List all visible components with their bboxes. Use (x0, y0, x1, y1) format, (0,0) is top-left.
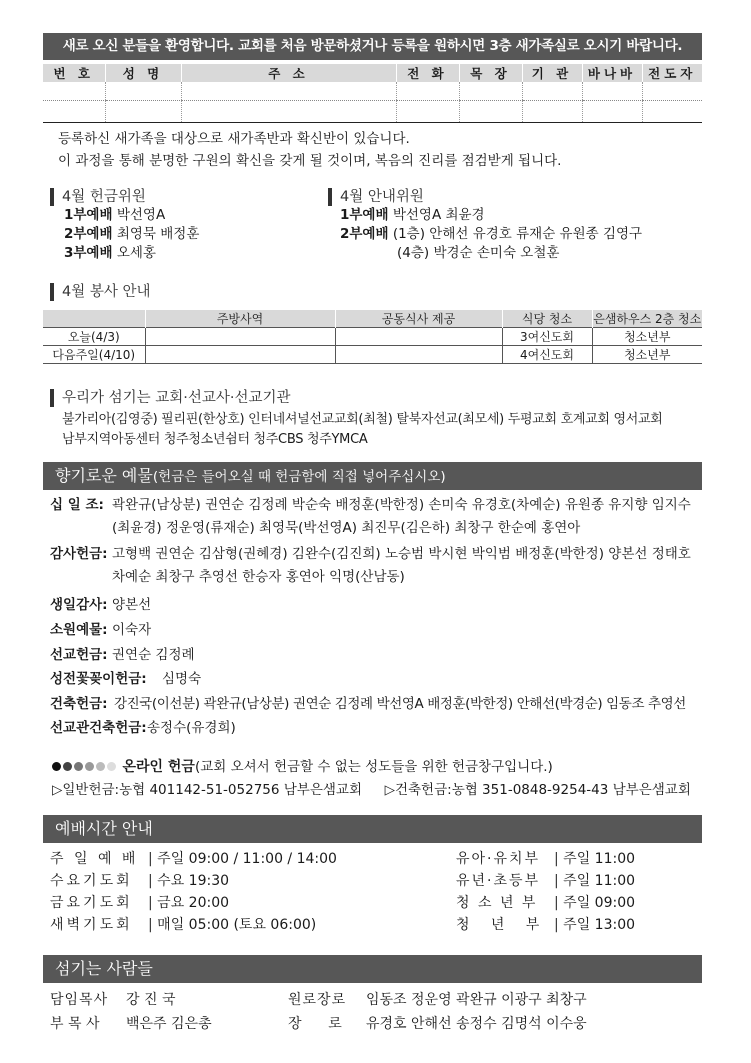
registration-blank-row (43, 100, 702, 122)
worship-name: 주 일 예 배 (50, 851, 139, 867)
building-account: ▷건축헌금:농협 351-0848-9254-43 남부은샘교회 (384, 782, 691, 798)
staff-names: 백은주 김은총 (126, 1016, 212, 1032)
missions-line: 남부지역아동센터 청주청소년쉼터 청주CBS 청주YMCA (62, 432, 368, 447)
offering-names (112, 494, 691, 540)
committee-names: 박선영A 최윤경 (392, 207, 485, 223)
service-label: 1부예배 (340, 207, 389, 223)
service-col-meal: 공동식사 제공 (335, 310, 502, 328)
service-cell: 3여신도회 (502, 328, 592, 346)
registration-table (43, 64, 702, 123)
usher-committee-title: 4월 안내위원 (328, 188, 424, 206)
service-cell (145, 328, 335, 346)
service-label: 3부예배 (64, 245, 113, 261)
offering-label: 생일감사: (50, 597, 108, 613)
committee-names: (1층) 안해선 유경호 류재순 유원종 김영구 (392, 226, 643, 242)
worship-time-row: 수요기도회 | 수요 19:30 (50, 870, 337, 892)
worship-name: 청 소 년 부 (456, 895, 538, 911)
offering-committee-list (64, 206, 199, 263)
service-col-kitchen: 주방사역 (145, 310, 335, 328)
service-row (43, 346, 702, 364)
staff-row (50, 1012, 702, 1036)
worship-time-row: 유아·유치부 | 주일 11:00 (456, 848, 635, 870)
staff-names: 유경호 안해선 송정수 김명석 이수웅 (366, 1016, 587, 1032)
service-cell: 오늘(4/3) (43, 328, 145, 346)
service-cell: 청소년부 (592, 346, 702, 364)
worship-name: 유아·유치부 (456, 851, 541, 867)
service-col-dining-clean: 식당 청소 (502, 310, 592, 328)
offering-names (112, 543, 691, 589)
service-cell (145, 346, 335, 364)
offering-committee-row (64, 225, 199, 244)
service-col-date (43, 310, 145, 328)
offering-item-tithe (50, 494, 702, 540)
service-cell (335, 328, 502, 346)
offering-names: 이숙자 (112, 622, 152, 638)
staff-label: 장 로 (288, 1016, 342, 1032)
offering-committee-row (64, 244, 199, 263)
usher-committee-row (340, 206, 642, 225)
committee-names: 박선영A (116, 207, 166, 223)
offering-names-line: 차예순 최창구 추영선 한승자 홍연아 익명(산남동) (112, 569, 405, 585)
col-dept: 기 관 (522, 64, 582, 82)
worship-time: 수요 19:30 (157, 873, 230, 889)
offering-names: 송정수(유경희) (147, 720, 236, 736)
offering-names: 강진국(이선분) 곽완규(남상분) 권연순 김정례 박선영A 배정훈(박한정) 안해선(박경순) 임동조 추영선 (114, 696, 686, 712)
offering-names-line: (최윤경) 정운영(류재순) 최영묵(박선영A) 최진무(김은하) 최창구 한순예 홍연아 (112, 520, 581, 536)
worship-time: 주일 09:00 (563, 895, 636, 911)
worship-time: 금요 20:00 (157, 895, 230, 911)
usher-committee-list (340, 206, 642, 263)
offering-names: 양본선 (112, 597, 152, 613)
col-name: 성 명 (105, 64, 181, 82)
staff-label: 원로장로 (288, 992, 347, 1008)
staff-label: 부 목 사 (50, 1016, 100, 1032)
online-offering (52, 757, 553, 777)
col-number: 번 호 (43, 64, 105, 82)
service-table (43, 310, 702, 364)
offering-names: 권연순 김정례 (112, 647, 195, 663)
offering-names: 심명숙 (162, 671, 202, 687)
usher-committee-row (340, 225, 642, 244)
worship-name: 금요기도회 (50, 895, 133, 911)
service-row (43, 328, 702, 346)
newcomer-note-2: 이 과정을 통해 분명한 구원의 확신을 갖게 될 것이며, 복음의 진리를 점검받게 됩니다. (58, 153, 562, 169)
staff-names: 강 진 국 (126, 992, 176, 1008)
worship-name: 수요기도회 (50, 873, 133, 889)
service-label: 1부예배 (64, 207, 113, 223)
worship-time: 주일 13:00 (563, 917, 636, 933)
offering-label: 감사헌금: (50, 546, 108, 562)
newcomer-note-1: 등록하신 새가족을 대상으로 새가족반과 확신반이 있습니다. (58, 131, 410, 147)
dot-icon (107, 762, 116, 771)
online-title: 온라인 헌금 (122, 759, 195, 775)
worship-time-row: 금요기도회 | 금요 20:00 (50, 892, 337, 914)
worship-times-bar: 예배시간 안내 (43, 815, 702, 843)
committee-names: 오세홍 (116, 245, 156, 261)
worship-name: 청 년 부 (456, 917, 542, 933)
general-account: ▷일반헌금:농협 401142-51-052756 남부은샘교회 (52, 782, 362, 798)
col-address: 주 소 (181, 64, 396, 82)
worship-times-right (456, 848, 635, 936)
service-label: 2부예배 (340, 226, 389, 242)
offering-label: 소원예물: (50, 622, 108, 638)
committee-names: (4층) 박경순 손미숙 오철훈 (397, 245, 560, 261)
committee-names: 최영묵 배정훈 (116, 226, 200, 242)
welcome-banner: 새로 오신 분들을 환영합니다. 교회를 처음 방문하셨거나 등록을 원하시면 3층 새가족실로 오시기 바랍니다. (43, 33, 702, 60)
online-accounts (52, 780, 691, 800)
worship-time-row: 새벽기도회 | 매일 05:00 (토요 06:00) (50, 914, 337, 936)
offering-label: 선교헌금: (50, 647, 108, 663)
worship-name: 새벽기도회 (50, 917, 133, 933)
offering-names-line: 고형백 권연순 김삼형(권혜경) 김완수(김진희) 노승범 박시현 박익범 배정훈(박한정) 양본선 정태호 (112, 546, 691, 562)
dot-icon (85, 762, 94, 771)
offering-item-thanks (50, 543, 702, 589)
online-dots-icon (52, 759, 118, 775)
service-cell (335, 346, 502, 364)
offering-names-line: 곽완규(남상분) 권연순 김정례 박순숙 배정훈(박한정) 손미숙 유경호(차예순) 유원종 유지향 임지수 (112, 497, 691, 513)
worship-name: 유년·초등부 (456, 873, 541, 889)
missions-list (62, 410, 663, 450)
registration-header-row (43, 64, 702, 82)
worship-time-row: 청 소 년 부 | 주일 09:00 (456, 892, 635, 914)
dot-icon (96, 762, 105, 771)
staff-label: 담임목사 (50, 992, 109, 1008)
offerings-bar (43, 462, 702, 490)
offering-committee-title: 4월 헌금위원 (50, 188, 146, 206)
usher-committee-row (340, 244, 642, 263)
service-title: 4월 봉사 안내 (50, 283, 150, 301)
staff-bar: 섬기는 사람들 (43, 955, 702, 983)
service-col-house-clean: 은샘하우스 2층 청소 (593, 312, 702, 326)
offering-label: 선교관건축헌금: (50, 720, 147, 736)
staff-names: 임동조 정운영 곽완규 이광구 최창구 (366, 992, 587, 1008)
worship-time: 주일 11:00 (563, 851, 636, 867)
offering-label: 십 일 조: (50, 497, 104, 513)
worship-time-row: 청 년 부 | 주일 13:00 (456, 914, 635, 936)
dot-icon (52, 762, 61, 771)
worship-times-left (50, 848, 337, 936)
worship-time: 주일 11:00 (563, 873, 636, 889)
service-cell: 다음주일(4/10) (43, 346, 145, 364)
registration-blank-row (43, 82, 702, 100)
dot-icon (63, 762, 72, 771)
offering-label: 건축헌금: (50, 696, 108, 712)
offerings-title: 향기로운 예물 (55, 466, 153, 485)
dot-icon (74, 762, 83, 771)
col-evangelist: 전도자 (642, 64, 702, 82)
staff-row (50, 988, 702, 1012)
offering-committee-row (64, 206, 199, 225)
worship-time: 매일 05:00 (토요 06:00) (157, 917, 317, 933)
col-phone: 전 화 (396, 64, 459, 82)
offering-label: 성전꽃꽂이헌금: (50, 671, 147, 687)
worship-time-row: 유년·초등부 | 주일 11:00 (456, 870, 635, 892)
missions-line: 불가리아(김영중) 필리핀(한상호) 인터네셔널선교교회(최철) 탈북자선교(최모세) 두평교회 호계교회 영서교회 (62, 412, 663, 427)
worship-time: 주일 09:00 / 11:00 / 14:00 (157, 851, 337, 867)
service-cell: 청소년부 (592, 328, 702, 346)
offerings-subtitle: (헌금은 들어오실 때 헌금함에 직접 넣어주십시오) (152, 469, 446, 485)
missions-title: 우리가 섬기는 교회·선교사·선교기관 (50, 389, 291, 407)
service-label: 2부예배 (64, 226, 113, 242)
online-desc: (교회 오셔서 헌금할 수 없는 성도들을 위한 헌금창구입니다.) (194, 759, 553, 775)
staff-list (50, 988, 702, 1036)
service-header-row (43, 310, 702, 328)
col-barnabas: 바나바 (582, 64, 642, 82)
service-cell: 4여신도회 (502, 346, 592, 364)
worship-time-row: 주 일 예 배 | 주일 09:00 / 11:00 / 14:00 (50, 848, 337, 870)
col-cell: 목 장 (459, 64, 522, 82)
